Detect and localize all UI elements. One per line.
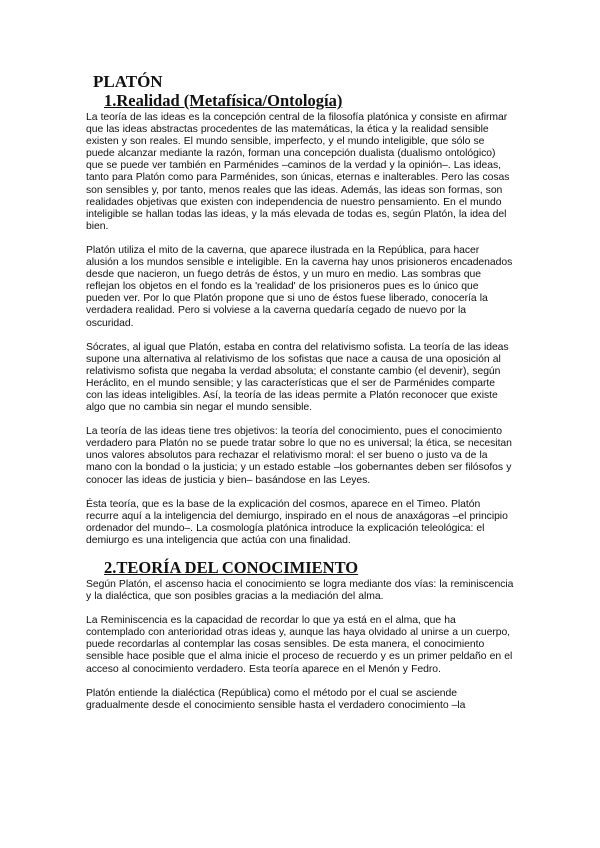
paragraph: La Reminiscencia es la capacidad de recordar lo que ya está en el alma, que ha contemplado con anterioridad otras ideas y, aunque las haya olvidado al unirse a un cuerpo, puede recordarlas al contemplar las cosas sensibles. De esta manera, el conocimiento sensible hace posible que el alma inicie el proceso de recuerdo y es un primer peldaño en el acceso al conocimiento verdadero. Esta teoría aparece en el Menón y Fedro. (86, 615, 513, 675)
paragraph: La teoría de las ideas es la concepción central de la filosofía platónica y consiste en afirmar que las ideas abstractas procedentes de las matemáticas, la ética y la realidad sensible existen y son reales. El mundo sensible, imperfecto, y el mundo inteligible, que sólo se puede alcanzar mediante la razón, forman una concepción dualista (dualismo ontológico) que se puede ver también en Parménides –caminos de la verdad y la opinión–. Las ideas, tanto para Platón como para Parménides, son únicas, eternas e inalterables. Pero las cosas son sensibles y, por tanto, menos reales que las ideas. Además, las ideas son formas, son realidades objetivas que existen con independencia de nuestro pensamiento. En el mundo inteligible se hallan todas las ideas, y la más elevada de todas es, según Platón, la idea del bien. (86, 112, 510, 232)
document-page (86, 72, 514, 712)
paragraph: Sócrates, al igual que Platón, estaba en contra del relativismo sofista. La teoría de las ideas supone una alternativa al relativismo de los sofistas que nace a causa de una oposición al relativismo sofista que negaba la verdad absoluta; el constante cambio (el devenir), según Heráclito, en el mundo sensible; y las características que el ser de Parménides comparte con las ideas inteligibles. Así, la teoría de las ideas permite a Platón reconocer que existe algo que no cambia sin negar el mundo sensible. (86, 341, 509, 414)
paragraph: Según Platón, el ascenso hacia el conocimiento se logra mediante dos vías: la reminiscencia y la dialéctica, que son posibles gracias a la mediación del alma. (86, 579, 514, 603)
paragraph: Platón entiende la dialéctica (República) como el método por el cual se asciende gradualmente desde el conocimiento sensible hasta el verdadero conocimiento –la (86, 687, 466, 711)
paragraph: Ésta teoría, que es la base de la explicación del cosmos, aparece en el Timeo. Platón recurre aquí a la inteligencia del demiurgo, inspirado en el nous de anaxágoras –el principio ordenador del mundo–. La cosmología platónica introduce la explicación teleológica: el demiurgo es una inteligencia que actúa con una finalidad. (86, 498, 508, 546)
section-heading-conocimiento: 2.TEORÍA DEL CONOCIMIENTO (104, 558, 359, 577)
section-heading-realidad: 1.Realidad (Metafísica/Ontología) (104, 91, 343, 110)
paragraph: Platón utiliza el mito de la caverna, que aparece ilustrada en la República, para hacer alusión a los mundos sensible e inteligible. En la caverna hay unos prisioneros encadenados desde que nacieron, un fuego detrás de éstos, y un muro en medio. Las sombras que reflejan los objetos en el fondo es la 'realidad' de los prisioneros pues es lo único que pueden ver. Por lo que Platón propone que si uno de éstos fuese liberado, conocería la verdadera realidad. Pero si volviese a la caverna quedaría cegado de nuevo por la oscuridad. (86, 244, 513, 329)
paragraph: La teoría de las ideas tiene tres objetivos: la teoría del conocimiento, pues el conocimiento verdadero para Platón no se puede tratar sobre lo que no es universal; la ética, se necesitan unos valores absolutos para rechazar el relativismo moral: el ser bueno o justo va de la mano con la bondad o la justicia; y un estado estable –los gobernantes deben ser filósofos y conocer las ideas de justicia y bien– basándose en las Leyes. (86, 426, 512, 486)
document-title: PLATÓN (93, 72, 163, 91)
